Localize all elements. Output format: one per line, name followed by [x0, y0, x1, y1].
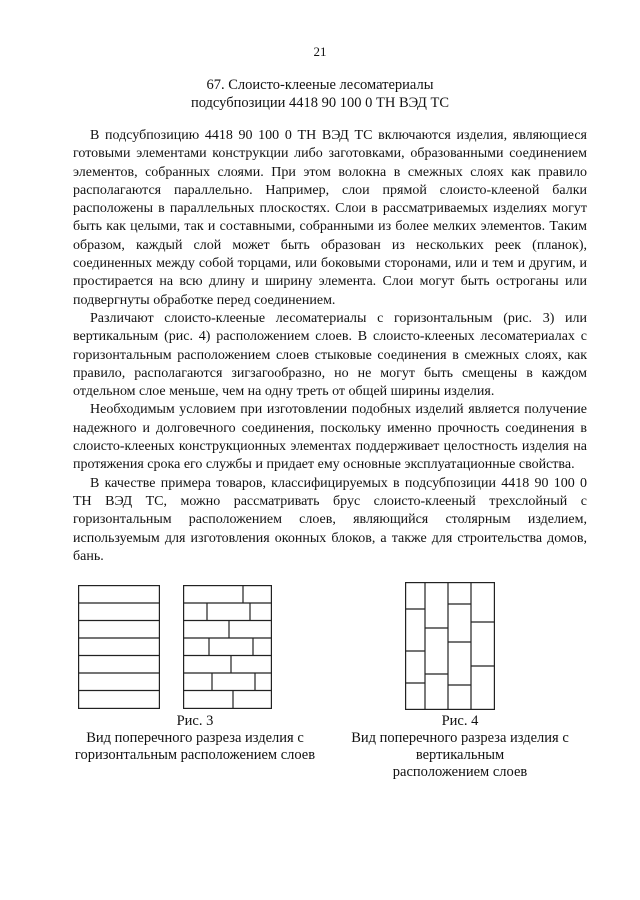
figure-4-label: Рис. 4 [441, 713, 479, 729]
figure-3-caption-line-1: Вид поперечного разреза изделия с [86, 730, 304, 746]
figure-3-label: Рис. 3 [176, 713, 214, 729]
figure-3-caption-line-2: горизонтальным расположением слоев [74, 747, 316, 763]
figure-4-caption [340, 713, 580, 781]
paragraph-4: В качестве примера товаров, классифицируемых в подсубпозиции 4418 90 100 0 ТН ВЭД ТС, можно рассматривать брус слоисто-клееный трехслойный с горизонтальным расположением слоев, являющийся столярным изделием, используемым для изготовления оконных блоков, а также для строительства домов, бань. [73, 475, 587, 564]
body-text [73, 127, 587, 566]
heading-line-2: подсубпозиции 4418 90 100 0 ТН ВЭД ТС [190, 95, 450, 111]
page-number: 21 [313, 44, 327, 59]
figure-4-caption-line-2: вертикальным [415, 747, 505, 763]
staggered-layers-diagram [183, 585, 272, 709]
heading-line-1: 67. Слоисто-клееные лесоматериалы [206, 77, 434, 93]
figure-4-caption-line-3: расположением слоев [392, 764, 528, 780]
figure-4-caption-line-1: Вид поперечного разреза изделия с [351, 730, 569, 746]
section-heading [0, 76, 640, 112]
figure-3-staggered-layers [183, 585, 272, 709]
paragraph-1: В подсубпозицию 4418 90 100 0 ТН ВЭД ТС включаются изделия, являющиеся готовыми элементами конструкции либо заготовками, образованными соединением элементов, собранных слоями. При этом волокна в смежных слоях как правило располагаются параллельно. Например, слои прямой слоисто-клееной балки расположены в параллельных плоскостях. Слои в рассматриваемых изделиях могут быть как целыми, так и составными, собранными из более мелких элементов. Таким образом, каждый слой может быть образован из нескольких реек (планок), соединенных между собой торцами, или боковыми сторонами, или и тем и другим, и простирается на всю длину и ширину элемента. Слои могут быть острoганы или подвергнуты обработке перед соединением. [73, 128, 587, 308]
horizontal-layers-diagram [78, 585, 160, 709]
figure-3-solid-layers [78, 585, 160, 709]
paragraph-3: Необходимым условием при изготовлении подобных изделий является получение надежного и долговечного соединения, поскольку именно прочность соединения в слоисто-клееных конструкционных элементах поддерживает целостность изделия на протяжения срока его службы и придает ему основные эксплуатационные свойства. [73, 402, 587, 473]
figure-4-vertical-layers [405, 582, 495, 710]
vertical-layers-diagram [405, 582, 495, 710]
paragraph-2: Различают слоисто-клееные лесоматериалы с горизонтальным (рис. 3) или вертикальным (рис. 4) расположением слоев. В слоисто-клееных лесоматериалах с горизонтальным расположением слоев стыковые соединения в смежных слоях, как правило, располагаются зигзагообразно, но не могут быть смещены в каждом отдельном слое меньше, чем на одну треть от общей ширины изделия. [73, 310, 587, 400]
figure-3-caption [40, 713, 350, 764]
